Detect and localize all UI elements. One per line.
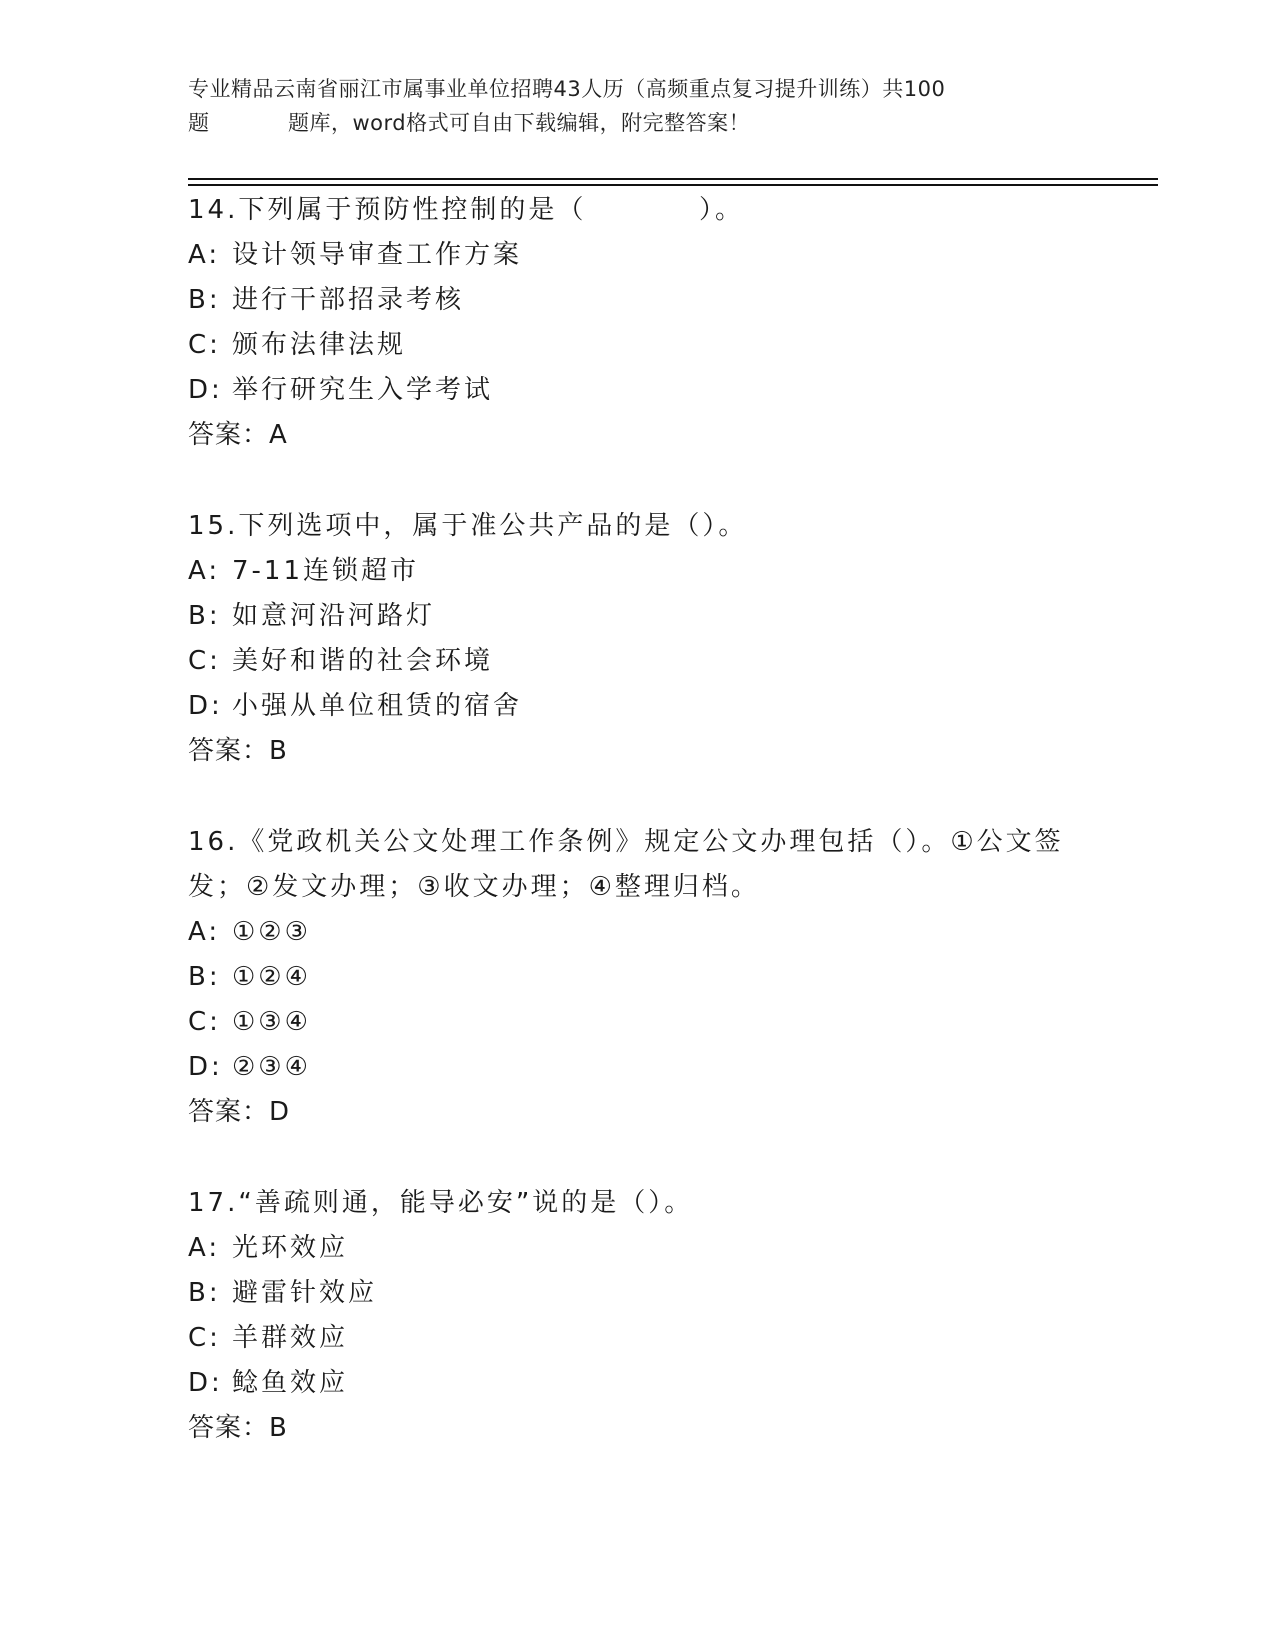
answer-line: 答案：B xyxy=(188,736,288,766)
option-d xyxy=(188,1045,1088,1090)
option-text: 进行干部招录考核 xyxy=(232,285,465,315)
option-text: 小强从单位租赁的宿舍 xyxy=(232,691,523,721)
option-key: B: xyxy=(188,601,221,631)
option-a xyxy=(188,1226,1088,1271)
option-key: D: xyxy=(188,1052,223,1082)
option-text: 避雷针效应 xyxy=(232,1278,378,1308)
question-stem: 16.《党政机关公文处理工作条例》规定公文办理包括（）。①公文签 xyxy=(188,827,1064,857)
answer-line: 答案：D xyxy=(188,1097,291,1127)
option-b xyxy=(188,278,1088,323)
option-key: A: xyxy=(188,556,221,586)
question-stem-continued: 发；②发文办理；③收文办理；④整理归档。 xyxy=(188,872,760,902)
option-c xyxy=(188,639,1088,684)
option-text: ①②④ xyxy=(232,962,311,992)
header-title-line: 专业精品云南省丽江市属事业单位招聘43人历（高频重点复习提升训练）共100 xyxy=(188,77,946,101)
answer-line: 答案：B xyxy=(188,1413,288,1443)
option-a xyxy=(188,910,1088,955)
option-text: ①③④ xyxy=(232,1007,311,1037)
option-key: C: xyxy=(188,1323,221,1353)
option-b xyxy=(188,955,1088,1000)
option-text: 设计领导审查工作方案 xyxy=(232,240,523,270)
option-key: D: xyxy=(188,691,223,721)
option-key: C: xyxy=(188,330,221,360)
option-key: A: xyxy=(188,240,221,270)
option-text: 羊群效应 xyxy=(232,1323,349,1353)
option-d xyxy=(188,684,1088,729)
option-key: C: xyxy=(188,1007,221,1037)
option-text: ①②③ xyxy=(232,917,311,947)
answer-line: 答案：A xyxy=(188,420,288,450)
header-divider-bottom xyxy=(188,184,1158,186)
option-text: ②③④ xyxy=(232,1052,311,1082)
option-key: B: xyxy=(188,1278,221,1308)
option-key: A: xyxy=(188,1233,221,1263)
option-text: 如意河沿河路灯 xyxy=(232,601,436,631)
option-b xyxy=(188,1271,1088,1316)
option-b xyxy=(188,594,1088,639)
header-subtitle-right: 题库，word格式可自由下载编辑，附完整答案！ xyxy=(288,111,751,135)
option-text: 举行研究生入学考试 xyxy=(232,375,494,405)
option-d xyxy=(188,1361,1088,1406)
option-d xyxy=(188,368,1088,413)
option-a xyxy=(188,233,1088,278)
header-divider-top xyxy=(188,178,1158,180)
question-stem: 17.“善疏则通，能导必安”说的是（）。 xyxy=(188,1188,694,1218)
header-subtitle-line xyxy=(188,106,1088,140)
option-text: 美好和谐的社会环境 xyxy=(232,646,494,676)
option-key: C: xyxy=(188,646,221,676)
option-text: 光环效应 xyxy=(232,1233,349,1263)
document-header xyxy=(188,72,1088,140)
question-item xyxy=(188,1181,1088,1451)
option-text: 7-11连锁超市 xyxy=(232,556,420,586)
option-a xyxy=(188,549,1088,594)
option-c xyxy=(188,323,1088,368)
option-c xyxy=(188,1316,1088,1361)
question-item xyxy=(188,504,1088,774)
question-item xyxy=(188,188,1088,458)
header-subtitle-left: 题 xyxy=(188,111,210,135)
option-key: A: xyxy=(188,917,221,947)
question-stem: 15.下列选项中，属于准公共产品的是（）。 xyxy=(188,511,748,541)
option-key: B: xyxy=(188,285,221,315)
option-c xyxy=(188,1000,1088,1045)
question-item xyxy=(188,820,1088,1135)
option-key: B: xyxy=(188,962,221,992)
option-key: D: xyxy=(188,1368,223,1398)
question-stem: 14.下列属于预防性控制的是（ ）。 xyxy=(188,195,744,225)
question-list xyxy=(188,188,1088,1451)
option-key: D: xyxy=(188,375,223,405)
option-text: 鲶鱼效应 xyxy=(232,1368,349,1398)
option-text: 颁布法律法规 xyxy=(232,330,407,360)
